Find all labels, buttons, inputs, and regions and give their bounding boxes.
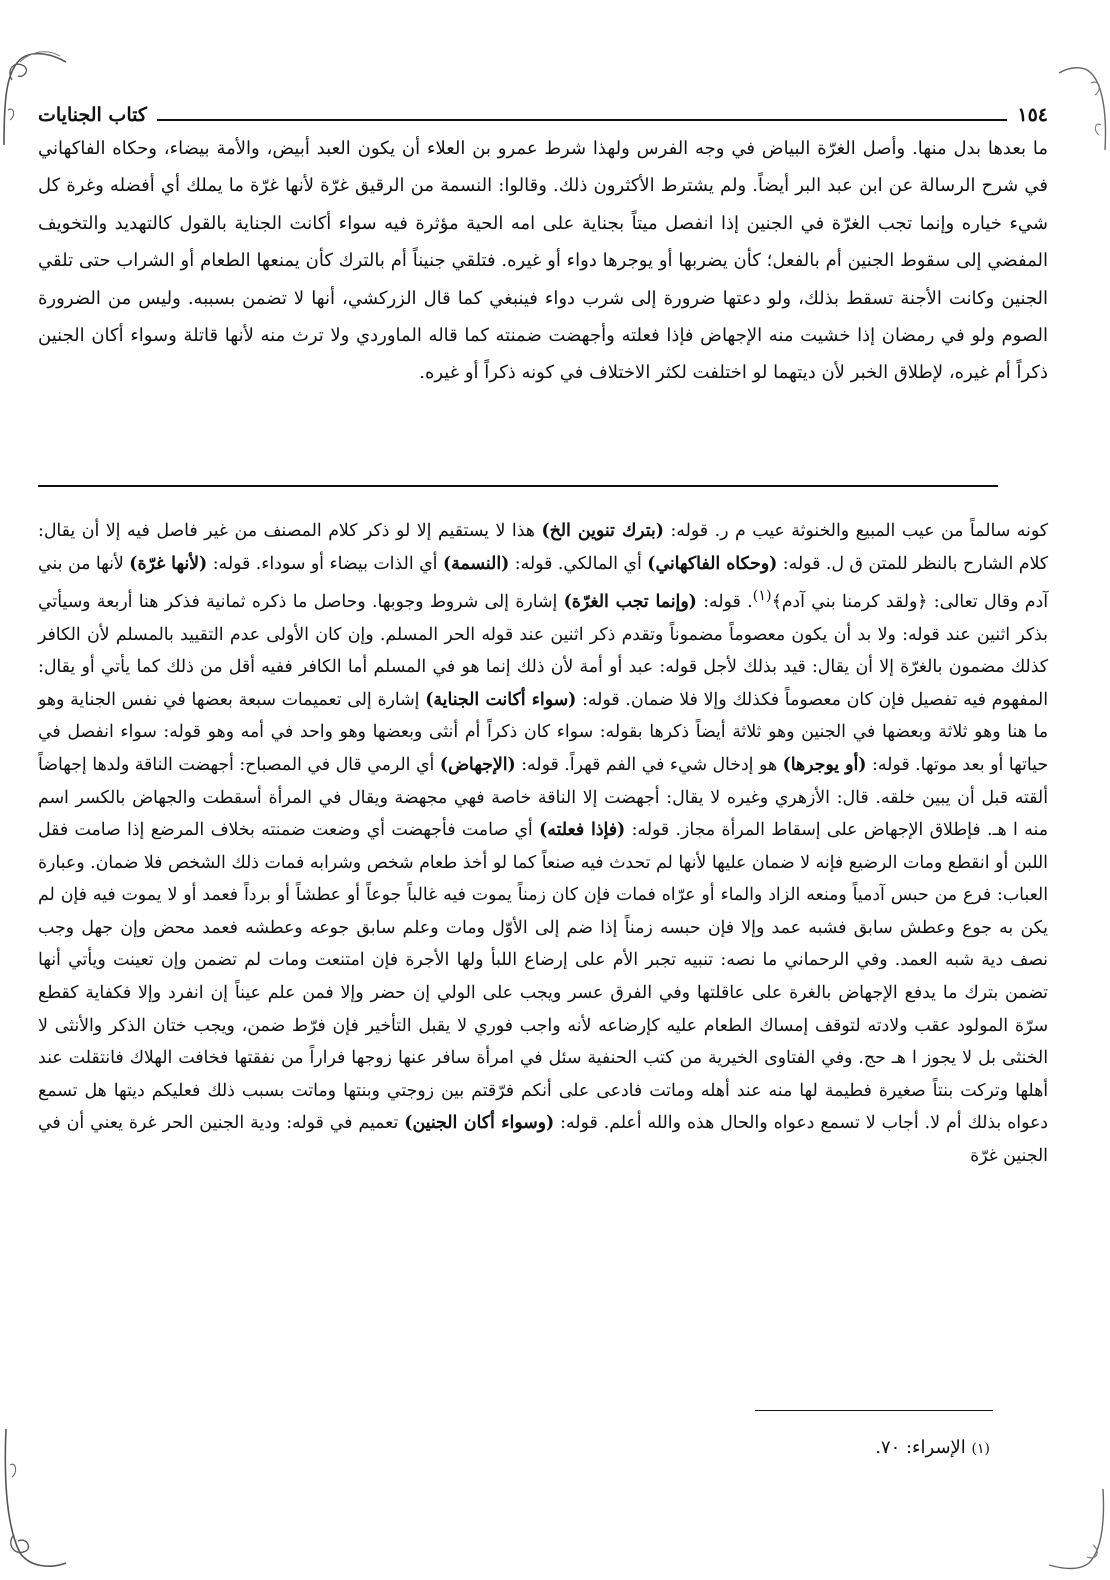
lemma: (أو يوجرها) — [782, 754, 867, 775]
lemma: (سواء أكانت الجناية) — [425, 689, 577, 710]
lemma: (الإجهاض) — [439, 754, 516, 775]
lemma: (النسمة) — [442, 553, 510, 574]
corner-ornament-bottom-right-icon — [1045, 1485, 1110, 1575]
lemma: (وحكاه الفاكهاني) — [647, 553, 778, 574]
footnote-marker: (١) — [971, 1441, 990, 1457]
lemma: (فإذا فعلته) — [539, 820, 626, 841]
footnote-divider — [755, 1410, 993, 1411]
header-rule — [157, 119, 1007, 121]
footnote — [600, 1433, 990, 1464]
page-number: ١٥٤ — [1017, 104, 1048, 126]
main-text: ما بعدها بدل منها. وأصل الغرّة البياض في وجه الفرس ولهذا شرط عمرو بن العلاء أن يكون العبد أبيض، والأمة بيضاء، وحكاه الفاكهاني في شرح الرسالة عن ابن عبد البر أيضاً. ولم يشترط الأكثرون ذلك. وقالوا: النسمة من الرقيق غرّة لأنها غرّة ما يملك أي أفضله وغرة كل شيء خياره وإنما تجب الغرّة في الجنين إذا انفصل ميتاً بجناية على امه الحية مؤثرة فيه سواء أكانت الجناية بالقول كالتهديد والتخويف المفضي إلى سقوط الجنين أم بالفعل؛ كأن يضربها أو يوجرها دواء أو غيره. فتلقي جنيناً أم بالترك كأن يمنعها الطعام أو الشراب حتى تلقي الجنين وكانت الأجنة تسقط بذلك، ولو دعتها ضرورة إلى شرب دواء فينبغي كما قال الزركشي، أنها لا تضمن بسببه. وليس من الضرورة الصوم ولو في رمضان إذا خشيت منه الإجهاض فإذا فعلته وأجهضت ضمنته كما قاله الماوردي ولا ترث منه لأنها قاتلة وسواء أكان الجنين ذكراً أم غيره، لإطلاق الخبر لأن ديتهما لو اختلفت لكثر الاختلاف في كونه ذكراً أو غيره. — [38, 138, 1048, 384]
text-divider — [38, 485, 998, 487]
lemma: (وإنما تجب الغرّة) — [563, 591, 697, 612]
running-header — [38, 98, 1048, 132]
lemma: (بترك تنوين الخ) — [541, 521, 664, 541]
lemma: (وسواء أكان الجنين) — [404, 1113, 555, 1134]
corner-ornament-bottom-left-icon — [0, 1425, 70, 1575]
lemma: (لأنها غرّة) — [129, 553, 208, 574]
footnote-text: الإسراء: ٧٠. — [875, 1437, 966, 1458]
commentary-text: كونه سالماً من عيب المبيع والخنوثة عيب م ر. قوله: (بترك تنوين الخ) هذا لا يستقيم إلا لو ذكر كلام المصنف من غير فاصل فيه إلا أن يقال: كلام الشارح بالنظر للمتن ق ل. قوله: (وحكاه الفاكهاني) أي المالكي. قوله: (النسمة) أي الذات بيضاء أو سوداء. قوله: (لأنها غرّة) لأنها من بني آدم وقال تعالى: ﴿ولقد كرمنا بني آدم﴾$^{(١)}$. قوله: (وإنما تجب الغرّة) إشارة إلى شروط وجوبها. وحاصل ما ذكره ثمانية فذكر هنا أربعة وسيأتي بذكر اثنين عند قوله: ولا بد أن يكون معصوماً مضموناً وتقدم ذكر اثنين عند قوله الحر المسلم. وإن كان الأولى عدم التقييد بالمسلم لأن الكافر كذلك مضمون بالغرّة إلا أن يقال: قيد بذلك لأجل قوله: عبد أو أمة لأن ذلك إنما هو في المسلم أما الكافر ففيه أقل من ذلك كما يأتي أو يقال: المفهوم فيه تفصيل فإن كان معصوماً فكذلك وإلا فلا ضمان. قوله: (سواء أكانت الجناية) إشارة إلى تعميمات سبعة بعضها في نفس الجناية وهو ما هنا وهو ثلاثة وبعضها في الجنين وهو ثلاثة أيضاً ذكرها بقوله: سواء كان ذكراً أم أنثى وبعضها وهو واحد في أمه وهو قوله: سواء انفصل في حياتها أو بعد موتها. قوله: (أو يوجرها) هو إدخال شيء في الفم قهراً. قوله: (الإجهاض) أي الرمي قال في المصباح: أجهضت الناقة ولدها إجهاضاً ألقته قبل أن يبين خلقه. قال: الأزهري وغيره لا يقال: أجهضت إلا الناقة خاصة فهي مجهضة ويقال في المرأة أسقطت والجهاض بالكسر اسم منه ا هـ. فإطلاق الإجهاض على إسقاط المرأة مجاز. قوله: (فإذا فعلته) أي صامت فأجهضت أي وضعت ضمنته بخلاف المرضع إذا صامت فقل اللبن أو انقطع ومات الرضيع فإنه لا ضمان عليها لأنها لم تحدث فيه صنعاً كما لو أخذ طعام شخص وشرابه فمات ذلك الشخص فلا ضمان. وعبارة العباب: فرع من حبس آدمياً ومنعه الزاد والماء أو عرّاه فمات فإن كان زمناً يموت فيه غالباً جوعاً أو عطشاً أو برداً فعمد أو لا يموت فيه فإن لم يكن به جوع وعطش سابق فشبه عمد وإلا فإن حبسه زمناً إذا ضم إلى الأوّل ومات وعلم سابق جوعه وعطشه فعمد محض وإن جهل وجب نصف دية شبه العمد. وفي الرحماني ما نصه: تنبيه تجبر الأم على إرضاع اللبأ ولها الأجرة فإن امتنعت ومات لم تضمن وإن تعينت ويأتي أنها تضمن بترك ما يدفع الإجهاض بالغرة على عاقلتها وفي الفرق عسر ويجب على الولي إن حضر وإلا فمن علم عيناً إن انفرد وإلا فكفاية كقطع سرّة المولود عقب ولادته لتوقف إمساك الطعام عليه كإرضاعه لأنه واجب فوري لا يقبل التأخير فإن فرّط ضمن، ويجب ختان الذكر والأنثى لا الخنثى بل لا يجوز ا هـ حج. وفي الفتاوى الخيرية من كتب الحنفية سئل في امرأة سافر عنها زوجها فراراً من نفقتها فخافت الهلاك فانتقلت عند أهلها وتركت بنتاً صغيرة فطيمة لها منه عند أهله وماتت فادعى على أنكم فرّقتم بين زوجتي وبنتها وماتت بسبب ذلك فعليكم ديتها هل تسمع دعواه بذلك أم لا. أجاب لا تسمع دعواه والحال هذه والله أعلم. قوله: (وسواء أكان الجنين) تعميم في قوله: ودية الجنين الحر غرة يعني أن في الجنين غرّة — [38, 521, 1049, 1167]
corner-ornament-top-right-icon — [1055, 55, 1110, 155]
chapter-title: كتاب الجنايات — [38, 104, 147, 126]
footnote-reference: (١) — [752, 588, 772, 605]
